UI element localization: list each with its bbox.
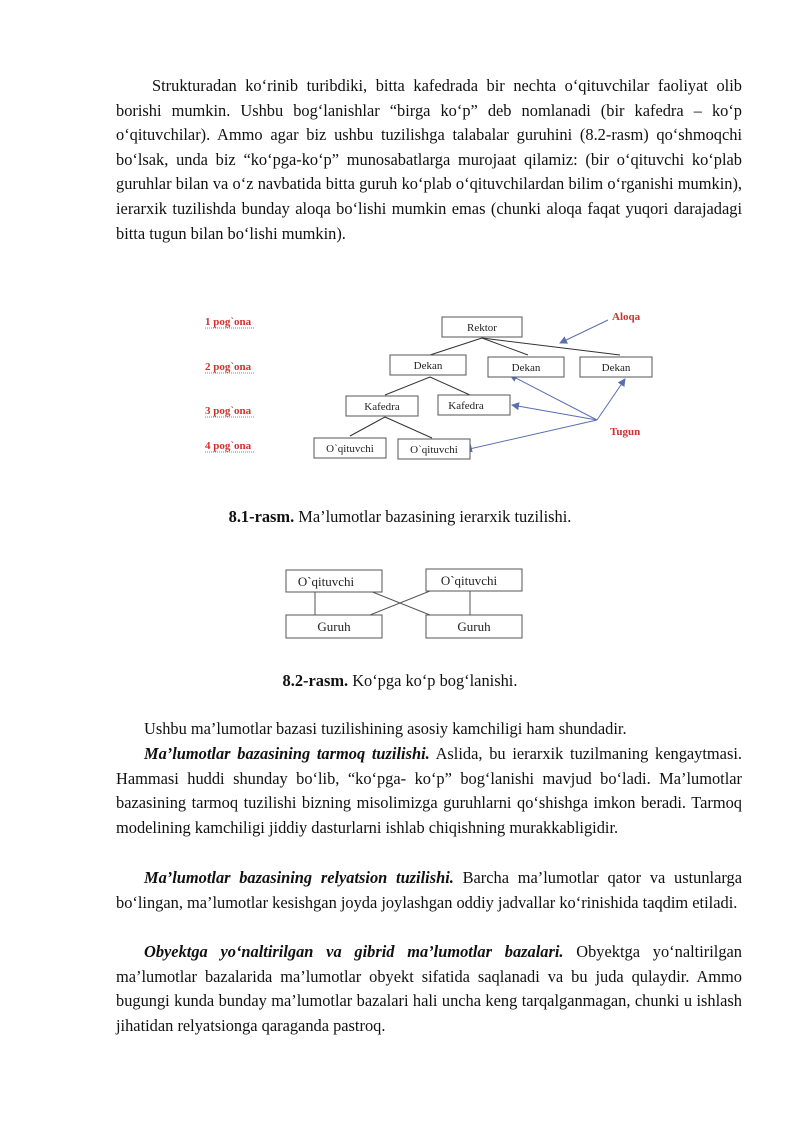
svg-text:O`qituvchi: O`qituvchi <box>326 443 374 455</box>
node-rektor <box>442 317 522 337</box>
node-oqituvchi-1 <box>314 438 386 458</box>
tugun-label: Tugun <box>610 426 641 438</box>
svg-text:Guruh: Guruh <box>457 619 491 634</box>
node-dekan-3 <box>580 357 652 377</box>
svg-text:O`qituvchi: O`qituvchi <box>440 573 498 588</box>
node-rektor-label: Rektor <box>467 322 497 334</box>
node-guruh-a <box>286 615 382 638</box>
intro-paragraph: Strukturadan koʻrinib turibdiki, bitta kafedrada bir nechta oʻqituvchilar faoliyat olib borishi mumkin. Ushbu bogʻlanishlar “birga koʻp” deb nomlanadi (bir kafedra – koʻp oʻqituvchilar). Ammo agar biz ushbu tuzilishga talabalar guruhini (8.2-rasm) qoʻshmoqchi boʻlsak, unda biz “koʻpga-koʻp” munosabatlarga murojaat qilamiz: (bir oʻqituvchi koʻplab guruhlar bilan va oʻz navbatida bitta guruh koʻplab oʻqituvchilardan bilim oʻrganishi mumkin), ierarxik tuzilishda bunday aloqa boʻlishi mumkin emas (chunki aloqa faqat yuqori darajadagi bitta tugun bilan boʻlishi mumkin). <box>116 76 742 243</box>
aloqa-label: Aloqa <box>612 311 641 323</box>
relational-structure-paragraph: Ma’lumotlar bazasining relyatsion tuzilishi. Barcha ma’lumotlar qator va ustunlarga boʻlingan, ma’lumotlar kesishgan joyda joylashgan oddiy jadvallar koʻrinishida taqdim etiladi. <box>116 868 742 912</box>
svg-text:Dekan: Dekan <box>601 362 631 374</box>
figure-8-1-caption: 8.1-rasm. Ma’lumotlar bazasining ierarxik tuzilishi. <box>228 507 572 526</box>
node-guruh-b <box>426 615 522 638</box>
node-oqituvchi-2 <box>398 439 470 459</box>
svg-text:Kafedra: Kafedra <box>364 401 400 413</box>
level-label-4: 4 pog`ona <box>205 440 252 452</box>
svg-text:Dekan: Dekan <box>413 360 443 372</box>
svg-text:O`qituvchi: O`qituvchi <box>410 444 458 456</box>
node-dekan-2 <box>488 357 564 377</box>
svg-text:Kafedra: Kafedra <box>448 400 484 412</box>
node-oqituvchi-a <box>286 570 382 592</box>
object-oriented-paragraph: Obyektga yoʻnaltirilgan va gibrid ma’lumotlar bazalari. Obyektga yoʻnaltirilgan ma’lumotlar bazalarida ma’lumotlar obyekt sifatida saqlanadi va bu juda qulaydir. Ammo bugungi kunda bunday ma’lumotlar bazalari hali uncha keng tarqalganmagan, chunki u ishlash jihatidan relyatsionga qaraganda pastroq. <box>116 942 742 1035</box>
hierarchy-diagram <box>0 300 800 470</box>
node-kafedra-1 <box>346 396 418 416</box>
network-structure-paragraph: Ma’lumotlar bazasining tarmoq tuzilishi. Aslida, bu ierarxik tuzilmaning kengaytmasi. Hammasi huddi shunday boʻlib, “koʻpga- koʻp” bogʻlanishi mavjud boʻladi. Ma’lumotlar bazasining tarmoq tuzilishi bizning misolimizga guruhlarni qoʻshishga imkon beradi. Tarmoq modelining kamchiligi jiddiy dasturlarni ishlab chiqishning murakkabligidir. <box>116 744 742 837</box>
node-oqituvchi-b <box>426 569 522 591</box>
many-to-many-diagram <box>0 560 800 650</box>
level-label-3: 3 pog`ona <box>205 405 252 417</box>
shortcoming-paragraph: Ushbu ma’lumotlar bazasi tuzilishining asosiy kamchiligi ham shundadir. <box>144 719 627 738</box>
level-label-1: 1 pog`ona <box>205 316 252 328</box>
node-kafedra-2 <box>438 395 510 415</box>
figure-8-2-caption: 8.2-rasm. Koʻpga koʻp bogʻlanishi. <box>282 671 518 690</box>
level-label-2: 2 pog`ona <box>205 361 252 373</box>
svg-text:O`qituvchi: O`qituvchi <box>297 574 355 589</box>
svg-text:Guruh: Guruh <box>317 619 351 634</box>
svg-text:Dekan: Dekan <box>511 362 541 374</box>
node-dekan-1 <box>390 355 466 375</box>
